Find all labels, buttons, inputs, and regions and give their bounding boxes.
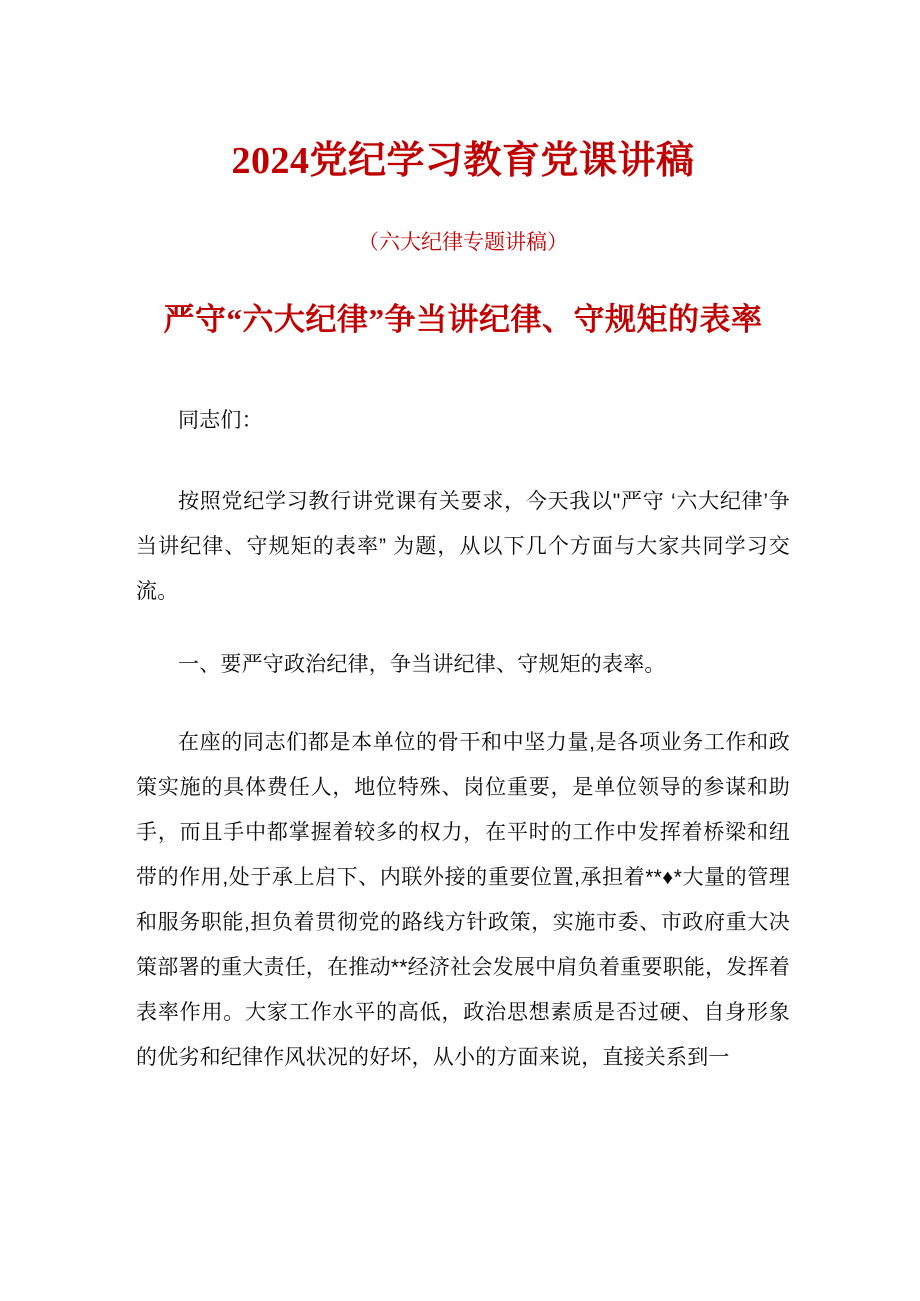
document-red-heading: 严守“六大纪律”争当讲纪律、守规矩的表率	[163, 302, 763, 337]
document-subtitle: （六大纪律专题讲稿）	[358, 231, 568, 254]
body-paragraph-1: 在座的同志们都是本单位的骨干和中坚力量,是各项业务工作和政策实施的具体费任人，地位特殊、岗位重要，是单位领导的参谋和助手，而且手中都掌握着较多的权力，在平时的工作中发挥着桥梁和纽带的作用,处于承上启下、内联外接的重要位置,承担着**♦*大量的管理和服务职能,担负着贯彻党的路线方针政策，实施市委、市政府重大决策部署的重大责任，在推动**经济社会发展中肩负着重要职能，发挥着表率作用。大家工作水平的高低，政治思想素质是否过硬、自身形象的优劣和纪律作风状况的好坏，从小的方面来说，直接关系到一	[136, 731, 790, 1069]
section-heading-1: 一、要严守政治纪律，争当讲纪律、守规矩的表率。	[178, 653, 666, 676]
document-body	[136, 344, 790, 1080]
document-title: 2024党纪学习教育党课讲稿	[231, 140, 695, 182]
document-content	[136, 0, 790, 1080]
salutation-paragraph: 同志们：	[178, 409, 263, 432]
intro-paragraph: 按照党纪学习教行讲党课有关要求，今天我以"严守 ‘六大纪律’争当讲纪律、守规矩的表率” 为题，从以下几个方面与大家共同学习交流。	[136, 490, 790, 603]
